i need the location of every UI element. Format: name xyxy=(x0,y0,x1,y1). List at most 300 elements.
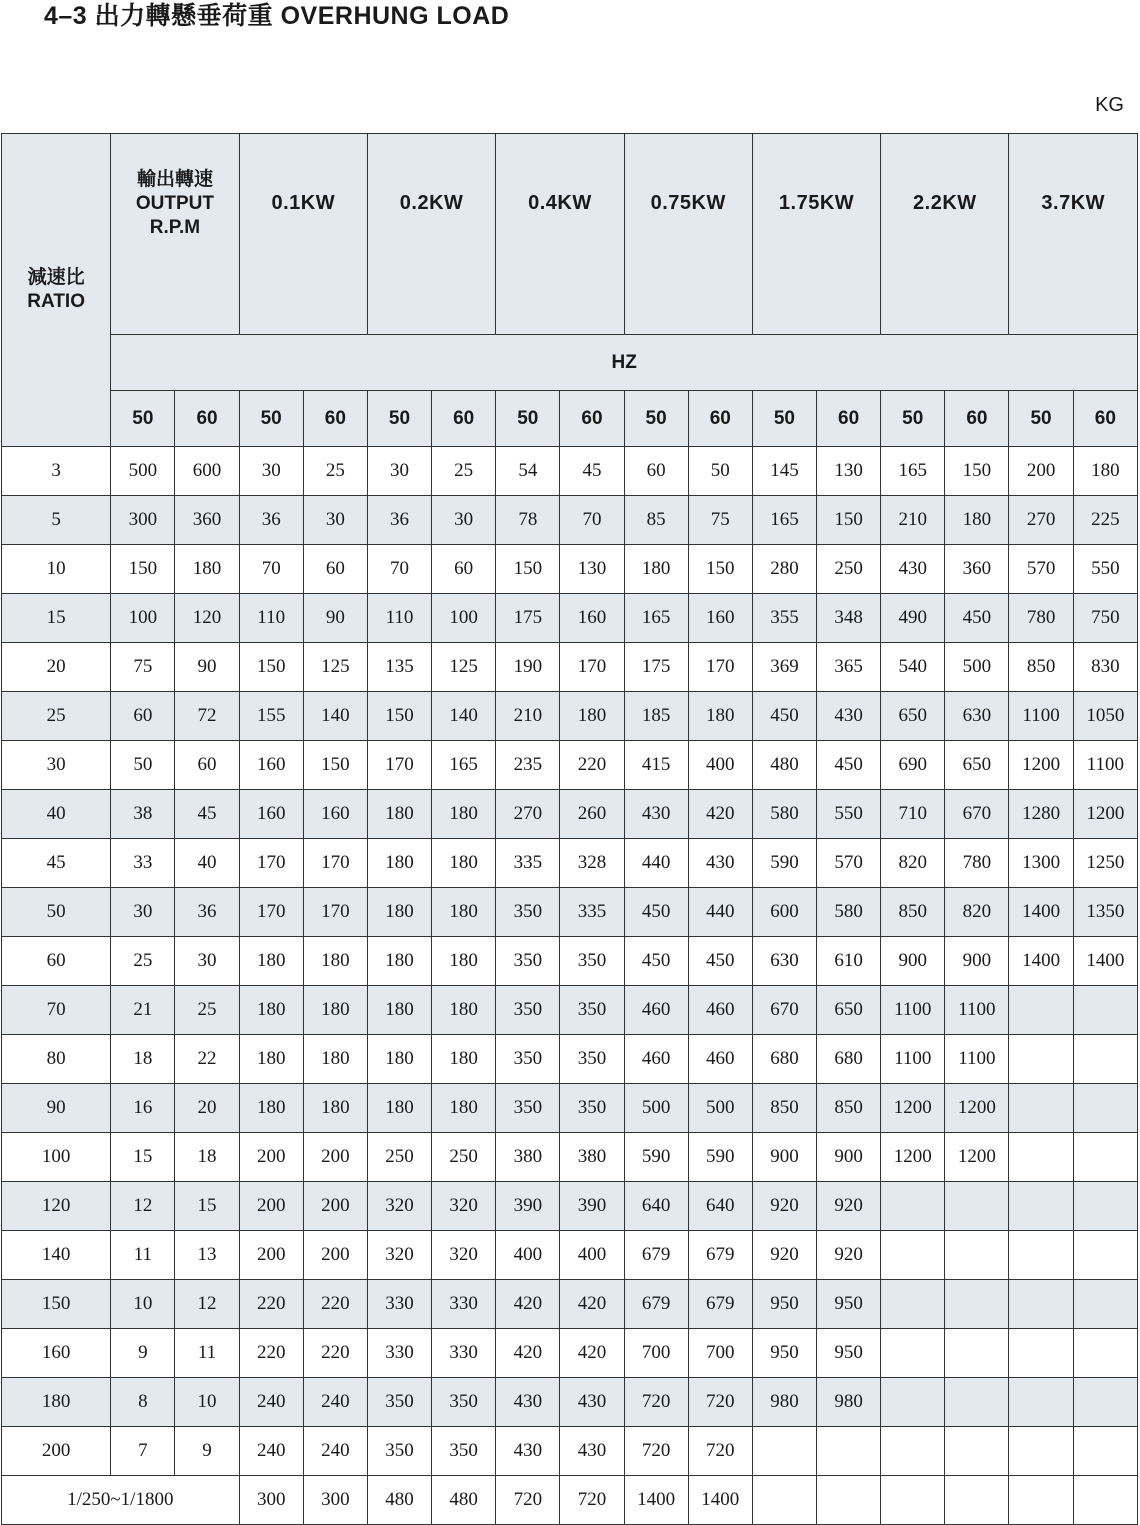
table-cell: 160 xyxy=(239,741,303,790)
table-cell: 550 xyxy=(817,790,881,839)
table-cell: 590 xyxy=(752,839,816,888)
table-cell: 320 xyxy=(367,1231,431,1280)
table-cell: 30 xyxy=(111,888,175,937)
table-cell: 60 xyxy=(432,545,496,594)
table-cell: 500 xyxy=(945,643,1009,692)
table-cell: 720 xyxy=(560,1476,624,1525)
table-cell: 700 xyxy=(624,1329,688,1378)
table-row xyxy=(2,888,1138,937)
table-cell: 679 xyxy=(688,1280,752,1329)
table-cell: 330 xyxy=(367,1280,431,1329)
table-cell: 950 xyxy=(817,1280,881,1329)
ratio-cell: 70 xyxy=(2,986,111,1035)
table-row xyxy=(2,496,1138,545)
table-cell: 460 xyxy=(624,986,688,1035)
power-header: 0.4KW xyxy=(496,134,624,335)
ratio-cell: 120 xyxy=(2,1182,111,1231)
table-cell: 1200 xyxy=(945,1084,1009,1133)
table-cell: 22 xyxy=(175,1035,239,1084)
table-cell: 1400 xyxy=(624,1476,688,1525)
table-cell: 185 xyxy=(624,692,688,741)
table-cell: 1200 xyxy=(1073,790,1137,839)
output-header-en: OUTPUT xyxy=(135,193,214,214)
ratio-cell: 160 xyxy=(2,1329,111,1378)
table-cell: 750 xyxy=(1073,594,1137,643)
ratio-cell: 5 xyxy=(2,496,111,545)
table-cell: 1200 xyxy=(1009,741,1073,790)
table-cell: 330 xyxy=(367,1329,431,1378)
table-cell: 1100 xyxy=(1009,692,1073,741)
table-cell: 570 xyxy=(1009,545,1073,594)
table-cell xyxy=(1009,1084,1073,1133)
table-cell: 430 xyxy=(881,545,945,594)
table-cell: 9 xyxy=(111,1329,175,1378)
table-cell: 490 xyxy=(881,594,945,643)
table-cell: 980 xyxy=(817,1378,881,1427)
table-cell: 155 xyxy=(239,692,303,741)
table-cell: 170 xyxy=(688,643,752,692)
table-cell: 20 xyxy=(175,1084,239,1133)
table-cell: 240 xyxy=(303,1378,367,1427)
ratio-header xyxy=(2,134,111,447)
table-cell xyxy=(881,1231,945,1280)
table-cell: 180 xyxy=(945,496,1009,545)
table-cell: 180 xyxy=(432,1035,496,1084)
ratio-cell: 180 xyxy=(2,1378,111,1427)
table-cell: 70 xyxy=(239,545,303,594)
power-header: 0.2KW xyxy=(367,134,495,335)
table-cell: 130 xyxy=(560,545,624,594)
table-cell: 300 xyxy=(303,1476,367,1525)
table-cell: 160 xyxy=(688,594,752,643)
table-cell: 350 xyxy=(496,1084,560,1133)
table-cell: 180 xyxy=(432,839,496,888)
table-cell: 550 xyxy=(1073,545,1137,594)
table-cell: 70 xyxy=(367,545,431,594)
table-cell: 85 xyxy=(624,496,688,545)
freq-header: 60 xyxy=(817,391,881,447)
table-cell: 12 xyxy=(175,1280,239,1329)
table-cell xyxy=(1009,1133,1073,1182)
table-cell: 180 xyxy=(432,986,496,1035)
table-cell: 180 xyxy=(367,839,431,888)
table-cell: 180 xyxy=(624,545,688,594)
table-cell: 335 xyxy=(496,839,560,888)
table-cell: 21 xyxy=(111,986,175,1035)
table-cell: 160 xyxy=(560,594,624,643)
table-cell: 710 xyxy=(881,790,945,839)
table-cell: 630 xyxy=(752,937,816,986)
page-title: 4–3 出力轉懸垂荷重 OVERHUNG LOAD xyxy=(44,2,510,30)
table-cell: 200 xyxy=(303,1133,367,1182)
table-cell: 16 xyxy=(111,1084,175,1133)
table-cell: 180 xyxy=(367,986,431,1035)
table-cell: 8 xyxy=(111,1378,175,1427)
table-cell: 640 xyxy=(688,1182,752,1231)
table-cell: 1100 xyxy=(881,986,945,1035)
freq-header: 50 xyxy=(752,391,816,447)
table-cell: 10 xyxy=(175,1378,239,1427)
table-cell: 18 xyxy=(111,1035,175,1084)
table-cell: 180 xyxy=(432,1084,496,1133)
table-cell: 270 xyxy=(496,790,560,839)
table-cell: 60 xyxy=(624,447,688,496)
table-cell: 720 xyxy=(688,1378,752,1427)
table-cell: 500 xyxy=(624,1084,688,1133)
table-cell: 175 xyxy=(624,643,688,692)
table-cell: 1100 xyxy=(945,986,1009,1035)
table-cell: 1400 xyxy=(1009,937,1073,986)
table-cell: 45 xyxy=(175,790,239,839)
table-cell: 10 xyxy=(111,1280,175,1329)
freq-header: 60 xyxy=(1073,391,1137,447)
ratio-cell: 100 xyxy=(2,1133,111,1182)
table-cell: 670 xyxy=(752,986,816,1035)
table-cell: 160 xyxy=(303,790,367,839)
table-cell: 125 xyxy=(303,643,367,692)
table-row xyxy=(2,594,1138,643)
table-cell: 90 xyxy=(175,643,239,692)
ratio-cell: 10 xyxy=(2,545,111,594)
table-cell: 210 xyxy=(496,692,560,741)
table-cell xyxy=(752,1427,816,1476)
table-cell: 220 xyxy=(239,1329,303,1378)
table-cell: 350 xyxy=(560,937,624,986)
table-cell: 679 xyxy=(624,1231,688,1280)
table-cell xyxy=(1073,1084,1137,1133)
table-cell: 190 xyxy=(496,643,560,692)
table-cell: 180 xyxy=(239,937,303,986)
table-cell: 420 xyxy=(688,790,752,839)
table-cell: 25 xyxy=(432,447,496,496)
table-cell: 450 xyxy=(624,888,688,937)
table-cell: 1050 xyxy=(1073,692,1137,741)
table-row xyxy=(2,1035,1138,1084)
table-cell: 165 xyxy=(432,741,496,790)
table-cell xyxy=(945,1378,1009,1427)
table-cell: 850 xyxy=(752,1084,816,1133)
table-row xyxy=(2,1378,1138,1427)
table-cell: 38 xyxy=(111,790,175,839)
table-cell: 75 xyxy=(688,496,752,545)
table-cell: 320 xyxy=(432,1231,496,1280)
table-cell: 150 xyxy=(303,741,367,790)
table-cell: 365 xyxy=(817,643,881,692)
table-cell: 500 xyxy=(688,1084,752,1133)
table-cell: 180 xyxy=(367,790,431,839)
table-cell: 90 xyxy=(303,594,367,643)
power-header: 1.75KW xyxy=(752,134,880,335)
table-cell xyxy=(881,1378,945,1427)
table-row xyxy=(2,839,1138,888)
table-cell: 679 xyxy=(624,1280,688,1329)
table-cell: 50 xyxy=(111,741,175,790)
table-cell: 240 xyxy=(239,1378,303,1427)
table-cell: 9 xyxy=(175,1427,239,1476)
table-cell: 420 xyxy=(496,1280,560,1329)
table-cell: 380 xyxy=(496,1133,560,1182)
table-cell: 15 xyxy=(111,1133,175,1182)
table-cell: 270 xyxy=(1009,496,1073,545)
table-cell: 480 xyxy=(367,1476,431,1525)
table-cell: 1280 xyxy=(1009,790,1073,839)
table-cell: 350 xyxy=(560,986,624,1035)
table-cell: 369 xyxy=(752,643,816,692)
table-row xyxy=(2,937,1138,986)
header-row-hz xyxy=(2,335,1138,391)
table-row xyxy=(2,1280,1138,1329)
table-cell: 125 xyxy=(432,643,496,692)
table-cell: 30 xyxy=(367,447,431,496)
table-row xyxy=(2,741,1138,790)
table-cell: 400 xyxy=(496,1231,560,1280)
table-cell xyxy=(752,1476,816,1525)
table-cell: 900 xyxy=(752,1133,816,1182)
table-row xyxy=(2,1133,1138,1182)
table-cell: 900 xyxy=(881,937,945,986)
table-cell xyxy=(1073,1378,1137,1427)
table-cell: 7 xyxy=(111,1427,175,1476)
table-row xyxy=(2,790,1138,839)
table-cell: 650 xyxy=(945,741,1009,790)
overhung-load-table xyxy=(1,133,1138,1525)
table-cell: 180 xyxy=(239,1035,303,1084)
table-cell: 170 xyxy=(367,741,431,790)
table-cell: 225 xyxy=(1073,496,1137,545)
table-cell: 360 xyxy=(945,545,1009,594)
table-cell: 250 xyxy=(817,545,881,594)
table-cell: 220 xyxy=(303,1329,367,1378)
table-cell xyxy=(1009,1476,1073,1525)
freq-header: 50 xyxy=(367,391,431,447)
table-cell: 350 xyxy=(367,1427,431,1476)
table-cell: 680 xyxy=(817,1035,881,1084)
table-cell: 200 xyxy=(303,1231,367,1280)
table-cell: 330 xyxy=(432,1280,496,1329)
ratio-cell: 80 xyxy=(2,1035,111,1084)
table-cell: 250 xyxy=(367,1133,431,1182)
freq-header: 50 xyxy=(881,391,945,447)
table-cell xyxy=(1009,1035,1073,1084)
table-cell: 690 xyxy=(881,741,945,790)
table-cell: 180 xyxy=(432,937,496,986)
table-cell: 180 xyxy=(303,986,367,1035)
table-cell: 75 xyxy=(111,643,175,692)
table-cell: 348 xyxy=(817,594,881,643)
table-cell: 150 xyxy=(817,496,881,545)
table-cell: 780 xyxy=(1009,594,1073,643)
table-cell: 540 xyxy=(881,643,945,692)
table-cell: 180 xyxy=(175,545,239,594)
table-cell: 72 xyxy=(175,692,239,741)
table-cell: 150 xyxy=(945,447,1009,496)
table-cell: 60 xyxy=(111,692,175,741)
table-cell: 36 xyxy=(175,888,239,937)
ratio-cell: 25 xyxy=(2,692,111,741)
table-cell: 850 xyxy=(881,888,945,937)
freq-header: 50 xyxy=(1009,391,1073,447)
table-cell: 360 xyxy=(175,496,239,545)
table-cell: 600 xyxy=(175,447,239,496)
table-cell: 440 xyxy=(688,888,752,937)
table-cell: 100 xyxy=(432,594,496,643)
table-cell: 430 xyxy=(560,1378,624,1427)
power-header: 3.7KW xyxy=(1009,134,1138,335)
table-cell: 350 xyxy=(432,1427,496,1476)
table-cell: 1250 xyxy=(1073,839,1137,888)
table-cell: 610 xyxy=(817,937,881,986)
table-cell: 70 xyxy=(560,496,624,545)
table-cell: 30 xyxy=(239,447,303,496)
table-cell: 1100 xyxy=(881,1035,945,1084)
table-cell: 450 xyxy=(945,594,1009,643)
table-cell: 180 xyxy=(239,986,303,1035)
header-row-freq xyxy=(2,391,1138,447)
table-cell: 240 xyxy=(239,1427,303,1476)
freq-header: 60 xyxy=(945,391,1009,447)
table-cell: 170 xyxy=(303,839,367,888)
table-cell: 260 xyxy=(560,790,624,839)
table-cell: 460 xyxy=(688,1035,752,1084)
table-cell: 1400 xyxy=(1009,888,1073,937)
table-cell: 450 xyxy=(624,937,688,986)
table-cell: 1100 xyxy=(945,1035,1009,1084)
table-cell: 54 xyxy=(496,447,560,496)
ratio-header-zh: 減速比 xyxy=(27,267,85,288)
table-cell: 120 xyxy=(175,594,239,643)
table-cell: 720 xyxy=(688,1427,752,1476)
table-row xyxy=(2,545,1138,594)
table-cell xyxy=(945,1329,1009,1378)
table-cell: 650 xyxy=(881,692,945,741)
table-cell xyxy=(1073,986,1137,1035)
table-cell: 25 xyxy=(303,447,367,496)
table-cell: 330 xyxy=(432,1329,496,1378)
ratio-cell: 90 xyxy=(2,1084,111,1133)
table-cell: 40 xyxy=(175,839,239,888)
table-cell: 170 xyxy=(239,839,303,888)
table-cell: 500 xyxy=(111,447,175,496)
table-cell: 700 xyxy=(688,1329,752,1378)
table-cell: 430 xyxy=(817,692,881,741)
table-cell: 450 xyxy=(688,937,752,986)
table-cell: 355 xyxy=(752,594,816,643)
table-cell: 650 xyxy=(817,986,881,1035)
table-cell: 200 xyxy=(239,1182,303,1231)
table-cell: 180 xyxy=(1073,447,1137,496)
table-cell: 13 xyxy=(175,1231,239,1280)
table-cell: 220 xyxy=(560,741,624,790)
table-cell xyxy=(1073,1427,1137,1476)
table-cell xyxy=(881,1476,945,1525)
table-cell xyxy=(881,1427,945,1476)
table-cell: 280 xyxy=(752,545,816,594)
table-cell: 140 xyxy=(303,692,367,741)
hz-header: HZ xyxy=(111,335,1138,391)
table-cell: 165 xyxy=(624,594,688,643)
table-cell xyxy=(881,1329,945,1378)
power-header: 0.75KW xyxy=(624,134,752,335)
table-cell: 25 xyxy=(175,986,239,1035)
table-cell: 300 xyxy=(111,496,175,545)
table-cell: 30 xyxy=(303,496,367,545)
ratio-cell: 60 xyxy=(2,937,111,986)
table-cell: 140 xyxy=(432,692,496,741)
table-cell xyxy=(817,1427,881,1476)
table-cell: 100 xyxy=(111,594,175,643)
table-cell: 110 xyxy=(367,594,431,643)
table-cell: 580 xyxy=(817,888,881,937)
table-cell: 430 xyxy=(560,1427,624,1476)
power-header: 0.1KW xyxy=(239,134,367,335)
table-cell: 400 xyxy=(560,1231,624,1280)
table-cell: 950 xyxy=(752,1329,816,1378)
table-cell: 430 xyxy=(688,839,752,888)
header-row-power xyxy=(2,134,1138,335)
table-cell: 150 xyxy=(688,545,752,594)
table-cell: 640 xyxy=(624,1182,688,1231)
table-cell xyxy=(1009,1231,1073,1280)
table-cell: 920 xyxy=(817,1182,881,1231)
table-cell: 630 xyxy=(945,692,1009,741)
table-cell: 220 xyxy=(239,1280,303,1329)
table-cell xyxy=(1073,1476,1137,1525)
table-body xyxy=(2,447,1138,1525)
table-cell: 380 xyxy=(560,1133,624,1182)
table-cell: 11 xyxy=(111,1231,175,1280)
table-cell: 180 xyxy=(367,1035,431,1084)
table-cell: 350 xyxy=(560,1035,624,1084)
table-cell: 680 xyxy=(752,1035,816,1084)
table-cell: 980 xyxy=(752,1378,816,1427)
table-cell: 180 xyxy=(367,1084,431,1133)
table-row xyxy=(2,1182,1138,1231)
table-cell: 679 xyxy=(688,1231,752,1280)
table-cell: 170 xyxy=(239,888,303,937)
table-cell: 50 xyxy=(688,447,752,496)
table-cell: 430 xyxy=(624,790,688,839)
table-cell: 150 xyxy=(111,545,175,594)
freq-header: 50 xyxy=(239,391,303,447)
table-cell: 180 xyxy=(303,1084,367,1133)
table-cell: 430 xyxy=(496,1427,560,1476)
table-cell xyxy=(1009,1280,1073,1329)
table-cell: 175 xyxy=(496,594,560,643)
table-cell: 180 xyxy=(432,888,496,937)
table-cell: 830 xyxy=(1073,643,1137,692)
table-cell: 430 xyxy=(496,1378,560,1427)
table-cell xyxy=(1009,1182,1073,1231)
power-header: 2.2KW xyxy=(881,134,1009,335)
table-cell: 920 xyxy=(752,1231,816,1280)
table-row xyxy=(2,986,1138,1035)
table-cell: 580 xyxy=(752,790,816,839)
table-cell: 950 xyxy=(752,1280,816,1329)
table-cell: 60 xyxy=(303,545,367,594)
table-cell: 1100 xyxy=(1073,741,1137,790)
table-cell: 250 xyxy=(432,1133,496,1182)
table-cell: 350 xyxy=(496,986,560,1035)
table-cell: 390 xyxy=(560,1182,624,1231)
table-cell: 150 xyxy=(239,643,303,692)
table-row xyxy=(2,692,1138,741)
table-cell: 328 xyxy=(560,839,624,888)
table-cell: 12 xyxy=(111,1182,175,1231)
table-cell: 450 xyxy=(752,692,816,741)
freq-header: 60 xyxy=(303,391,367,447)
ratio-cell: 45 xyxy=(2,839,111,888)
table-cell: 720 xyxy=(496,1476,560,1525)
